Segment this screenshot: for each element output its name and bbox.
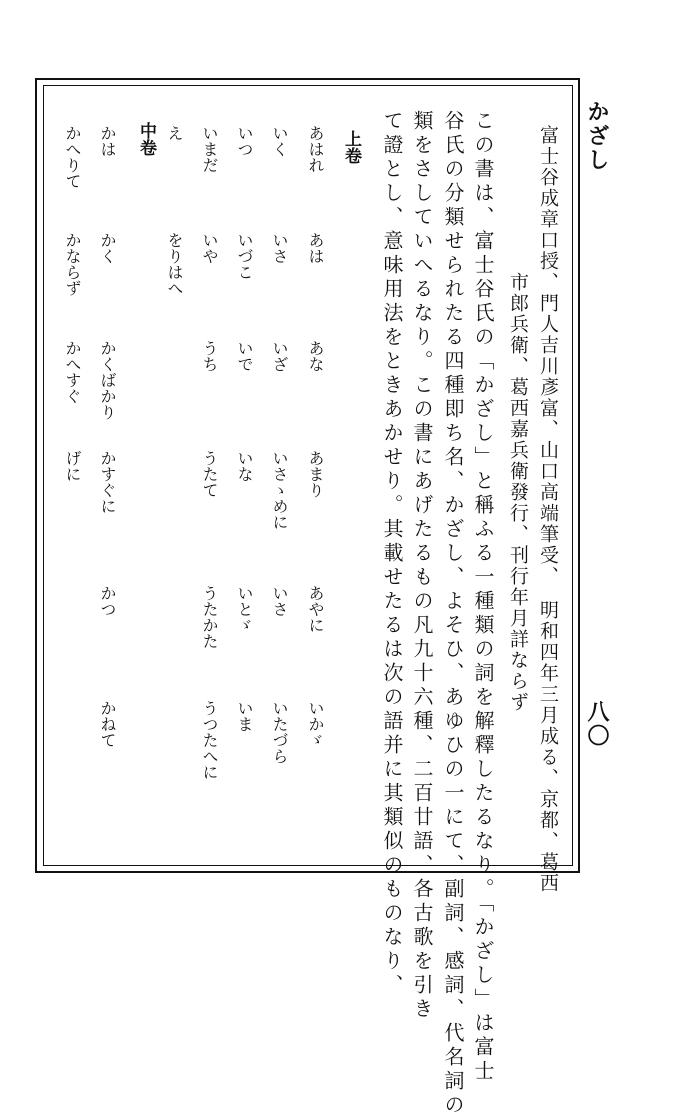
word-item: かすぐに: [98, 450, 117, 514]
word-item: うたかた: [200, 585, 219, 649]
word-item: をりはへ: [165, 232, 184, 296]
word-item: いく: [270, 125, 289, 157]
word-item: かねて: [98, 700, 117, 748]
word-item: かへりて: [63, 125, 82, 189]
word-item: うたて: [200, 450, 219, 498]
word-item: かは: [98, 125, 117, 157]
word-item: かならず: [63, 232, 82, 296]
section-middle-heading: 中卷: [136, 122, 156, 156]
word-item: いづこ: [235, 232, 254, 280]
word-item: いな: [235, 450, 254, 482]
word-item: いで: [235, 340, 254, 372]
colophon-author-line: 富士谷成章口授、門人吉川彥富、山口高端筆受、: [537, 125, 559, 587]
word-item: うち: [200, 340, 219, 372]
word-item: いや: [200, 232, 219, 264]
word-item: え: [165, 125, 184, 141]
running-head: かざし: [584, 100, 610, 172]
body-line-4: て證とし、意味用法をときあかせり。其載せたるは次の語并に其類似のものなり、: [380, 110, 404, 998]
body-line-2: 谷氏の分類せられたる四種即ち名、かざし、よそひ、あゆひの一にて、副詞、感詞、代名詞の: [441, 110, 465, 1118]
word-item: げに: [63, 450, 82, 482]
word-item: いさ: [270, 585, 289, 617]
word-item: いま: [235, 700, 254, 732]
word-item: かく: [98, 232, 117, 264]
page-number: 八〇: [584, 700, 610, 748]
word-item: あな: [306, 340, 325, 372]
body-line-1: この書は、富士谷氏の「かざし」と稱ふる一種類の詞を解釋したるなり。「かざし」は富士: [471, 110, 495, 1084]
word-item: かくばかり: [98, 340, 117, 420]
colophon-publisher-line: 市郎兵衛、葛西嘉兵衛發行、刊行年月詳ならず: [507, 272, 529, 713]
word-item: いまだ: [200, 125, 219, 173]
word-item: あは: [306, 232, 325, 264]
word-item: いさゝめに: [270, 450, 289, 530]
word-item: いたづら: [270, 700, 289, 764]
word-item: かへすぐ: [63, 340, 82, 404]
word-item: いさ: [270, 232, 289, 264]
word-item: あはれ: [306, 125, 325, 173]
word-item: いとゞ: [235, 585, 254, 633]
word-item: あまり: [306, 450, 325, 498]
word-item: かつ: [98, 585, 117, 617]
word-item: いかゞ: [306, 700, 325, 748]
section-upper-heading: 上卷: [341, 130, 361, 164]
word-item: あやに: [306, 585, 325, 633]
body-line-3: 類をさしていへるなり。この書にあげたるもの凡九十六種、二百廿語、各古歌を引き: [410, 110, 434, 1022]
word-item: いざ: [270, 340, 289, 372]
word-item: いつ: [235, 125, 254, 157]
colophon-date: 明和四年三月成る、京都、葛西: [537, 600, 559, 894]
word-item: うつたへに: [200, 700, 219, 780]
